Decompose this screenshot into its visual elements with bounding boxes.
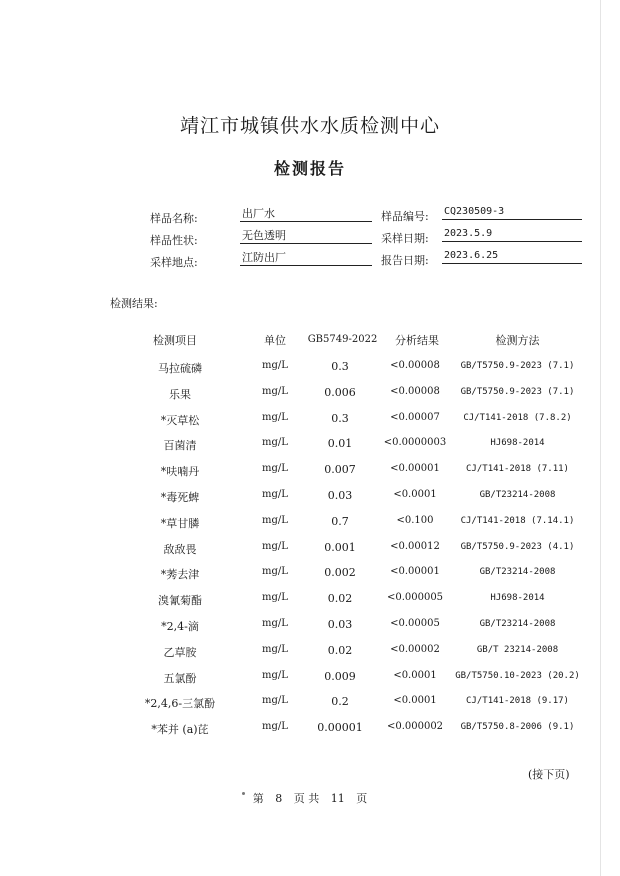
sample-site-value: 江防出厂	[240, 251, 372, 266]
row-method: GB/T23214-2008	[479, 490, 556, 500]
header-unit: 单位	[264, 334, 286, 347]
row-item: *2,4,6-三氯酚	[144, 697, 216, 711]
table-row	[0, 360, 620, 380]
row-result: <0.000002	[386, 721, 444, 733]
row-limit: 0.3	[331, 411, 349, 425]
row-result: <0.00008	[390, 385, 440, 397]
row-item: *莠去津	[160, 568, 200, 582]
page-total: 11	[330, 792, 345, 805]
row-result: <0.0001	[393, 669, 437, 681]
sample-status-value: 无色透明	[240, 229, 372, 244]
row-unit: mg/L	[262, 540, 288, 552]
table-row	[0, 592, 620, 612]
header-method: 检测方法	[495, 334, 540, 347]
row-result: <0.00001	[390, 463, 440, 475]
row-unit: mg/L	[262, 463, 288, 475]
row-result: <0.00007	[390, 411, 440, 423]
row-unit: mg/L	[262, 437, 288, 449]
page-number: 8	[275, 792, 283, 805]
row-limit: 0.001	[324, 540, 356, 554]
row-limit: 0.3	[331, 360, 349, 373]
page-mid: 页 共	[293, 792, 320, 805]
row-limit: 0.7	[331, 514, 349, 528]
row-result: <0.00008	[390, 360, 440, 371]
row-unit: mg/L	[262, 514, 288, 526]
sample-date-label: 采样日期:	[381, 232, 429, 245]
row-limit: 0.009	[324, 669, 356, 683]
table-row	[0, 541, 620, 561]
header-result: 分析结果	[395, 334, 439, 347]
report-date-label: 报告日期:	[381, 254, 429, 267]
table-row	[0, 515, 620, 535]
sample-status-label: 样品性状:	[150, 234, 198, 247]
row-result: <0.00005	[390, 618, 440, 629]
table-row	[0, 695, 620, 715]
row-limit: 0.02	[327, 592, 353, 606]
page-suffix: 页	[356, 792, 368, 805]
row-item: 溴氰菊酯	[158, 594, 202, 608]
table-row	[0, 412, 620, 432]
table-row	[0, 644, 620, 664]
report-date-value: 2023.6.25	[442, 249, 582, 264]
row-item: *苯并 (a)芘	[151, 723, 209, 737]
row-item: *毒死蜱	[160, 491, 200, 504]
row-limit: 0.2	[331, 695, 349, 709]
table-row	[0, 618, 620, 638]
row-method: GB/T23214-2008	[479, 619, 556, 629]
row-item: 马拉硫磷	[158, 362, 202, 375]
table-row	[0, 670, 620, 690]
row-unit: mg/L	[262, 721, 288, 733]
row-result: <0.000005	[386, 592, 444, 604]
row-method: CJ/T141-2018 (7.8.2)	[463, 412, 572, 423]
row-unit: mg/L	[262, 592, 288, 604]
row-result: <0.0001	[393, 489, 437, 500]
row-method: GB/T23214-2008	[479, 567, 556, 578]
results-section-label: 检测结果:	[110, 297, 158, 310]
row-unit: mg/L	[262, 643, 288, 655]
row-unit: mg/L	[262, 489, 288, 500]
row-method: GB/T5750.9-2023 (4.1)	[460, 541, 575, 552]
row-item: *灭草松	[160, 413, 200, 427]
row-method: HJ698-2014	[490, 593, 545, 604]
row-method: GB/T5750.9-2023 (7.1)	[460, 361, 575, 371]
header-item: 检测项目	[153, 334, 197, 347]
header-standard: GB5749-2022	[307, 334, 378, 345]
row-unit: mg/L	[262, 695, 288, 707]
row-limit: 0.002	[324, 566, 356, 580]
row-result: <0.0000003	[383, 437, 447, 449]
row-method: HJ698-2014	[490, 438, 545, 449]
row-item: *呋喃丹	[160, 465, 200, 479]
row-method: GB/T5750.8-2006 (9.1)	[460, 722, 575, 733]
row-method: CJ/T141-2018 (7.11)	[466, 464, 569, 475]
continued-note: (接下页)	[528, 768, 570, 781]
row-unit: mg/L	[262, 385, 288, 397]
row-item: 乐果	[169, 387, 191, 401]
row-item: 百菌清	[163, 439, 197, 453]
row-unit: mg/L	[262, 669, 288, 681]
row-item: 乙草胺	[163, 645, 197, 659]
row-item: 敌敌畏	[163, 542, 197, 556]
row-method: CJ/T141-2018 (7.14.1)	[460, 515, 575, 526]
table-row	[0, 566, 620, 586]
row-result: <0.0001	[393, 695, 437, 707]
table-row	[0, 437, 620, 457]
row-unit: mg/L	[262, 566, 288, 578]
row-limit: 0.007	[324, 463, 356, 477]
page-footer	[0, 790, 620, 806]
row-result: <0.100	[396, 514, 434, 526]
row-unit: mg/L	[262, 618, 288, 629]
row-item: 五氯酚	[163, 671, 197, 685]
row-unit: mg/L	[262, 360, 288, 371]
sample-name-label: 样品名称:	[150, 212, 198, 225]
sample-no-label: 样品编号:	[381, 210, 429, 223]
row-limit: 0.01	[327, 437, 353, 451]
sample-date-value: 2023.5.9	[442, 227, 582, 242]
table-row	[0, 463, 620, 483]
row-method: GB/T 23214-2008	[476, 644, 559, 655]
sample-site-label: 采样地点:	[150, 256, 198, 269]
table-row	[0, 489, 620, 509]
row-limit: 0.03	[327, 618, 353, 631]
sample-name-value: 出厂水	[240, 207, 372, 222]
row-result: <0.00001	[390, 566, 440, 578]
doc-title: 检测报告	[273, 159, 346, 178]
row-method: GB/T5750.10-2023 (20.2)	[455, 670, 580, 681]
row-limit: 0.006	[324, 385, 356, 399]
org-name: 靖江市城镇供水水质检测中心	[179, 115, 440, 137]
row-result: <0.00002	[390, 643, 440, 655]
row-limit: 0.00001	[317, 721, 363, 735]
row-unit: mg/L	[262, 411, 288, 423]
page-prefix: 第	[252, 792, 264, 805]
row-limit: 0.03	[327, 489, 353, 502]
table-row	[0, 386, 620, 406]
row-result: <0.00012	[390, 540, 440, 552]
row-method: GB/T5750.9-2023 (7.1)	[460, 386, 575, 397]
row-method: CJ/T141-2018 (9.17)	[466, 696, 569, 707]
row-item: *草甘膦	[160, 516, 200, 530]
row-limit: 0.02	[327, 643, 353, 657]
sample-no-value: CQ230509-3	[442, 205, 582, 220]
row-item: *2,4-滴	[161, 620, 199, 633]
table-row	[0, 721, 620, 741]
